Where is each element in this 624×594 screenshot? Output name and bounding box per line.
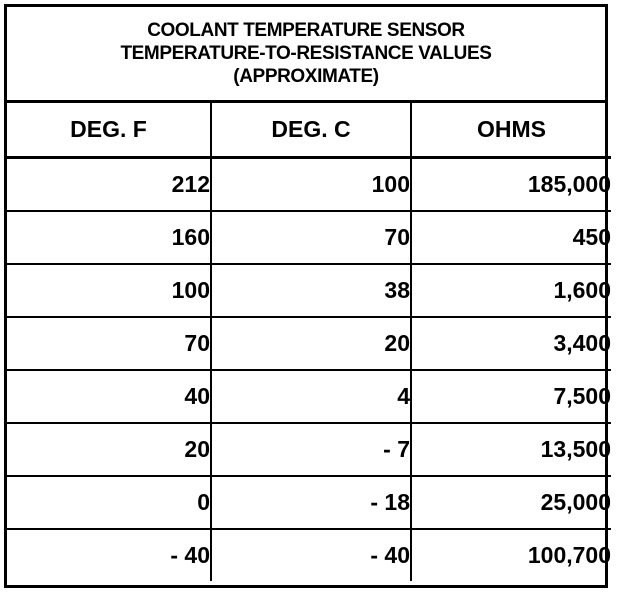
cell-ohms: 7,500 xyxy=(411,370,611,423)
table-row xyxy=(7,370,611,423)
title-line-1: COOLANT TEMPERATURE SENSOR xyxy=(147,20,465,41)
cell-deg-f: 70 xyxy=(7,317,211,370)
cell-deg-f: - 40 xyxy=(7,529,211,581)
cell-deg-f: 100 xyxy=(7,264,211,317)
header-deg-f: DEG. F xyxy=(7,103,211,158)
resistance-table xyxy=(7,103,611,581)
cell-ohms: 1,600 xyxy=(411,264,611,317)
cell-deg-c: 20 xyxy=(211,317,411,370)
title-line-2: TEMPERATURE-TO-RESISTANCE VALUES xyxy=(120,43,492,64)
table-header xyxy=(7,103,611,158)
table-row xyxy=(7,529,611,581)
cell-deg-f: 212 xyxy=(7,158,211,212)
cell-deg-f: 20 xyxy=(7,423,211,476)
table-body xyxy=(7,158,611,582)
table-row xyxy=(7,476,611,529)
cell-ohms: 185,000 xyxy=(411,158,611,212)
cell-ohms: 13,500 xyxy=(411,423,611,476)
header-row xyxy=(7,103,611,158)
cell-deg-c: 70 xyxy=(211,211,411,264)
table-row xyxy=(7,158,611,212)
header-ohms: OHMS xyxy=(411,103,611,158)
cell-deg-c: - 7 xyxy=(211,423,411,476)
table-row xyxy=(7,211,611,264)
cell-deg-f: 0 xyxy=(7,476,211,529)
sensor-table-sheet xyxy=(4,4,611,588)
cell-deg-c: - 40 xyxy=(211,529,411,581)
table-title xyxy=(7,7,605,103)
cell-ohms: 25,000 xyxy=(411,476,611,529)
table-row xyxy=(7,317,611,370)
cell-ohms: 3,400 xyxy=(411,317,611,370)
cell-deg-c: 4 xyxy=(211,370,411,423)
cell-deg-f: 160 xyxy=(7,211,211,264)
cell-deg-c: 38 xyxy=(211,264,411,317)
cell-deg-f: 40 xyxy=(7,370,211,423)
cell-ohms: 100,700 xyxy=(527,542,611,568)
table-row xyxy=(7,264,611,317)
table-row xyxy=(7,423,611,476)
title-line-3: (APPROXIMATE) xyxy=(233,66,379,87)
cell-ohms: 450 xyxy=(411,211,611,264)
header-deg-c: DEG. C xyxy=(211,103,411,158)
cell-deg-c: - 18 xyxy=(211,476,411,529)
cell-deg-c: 100 xyxy=(211,158,411,212)
